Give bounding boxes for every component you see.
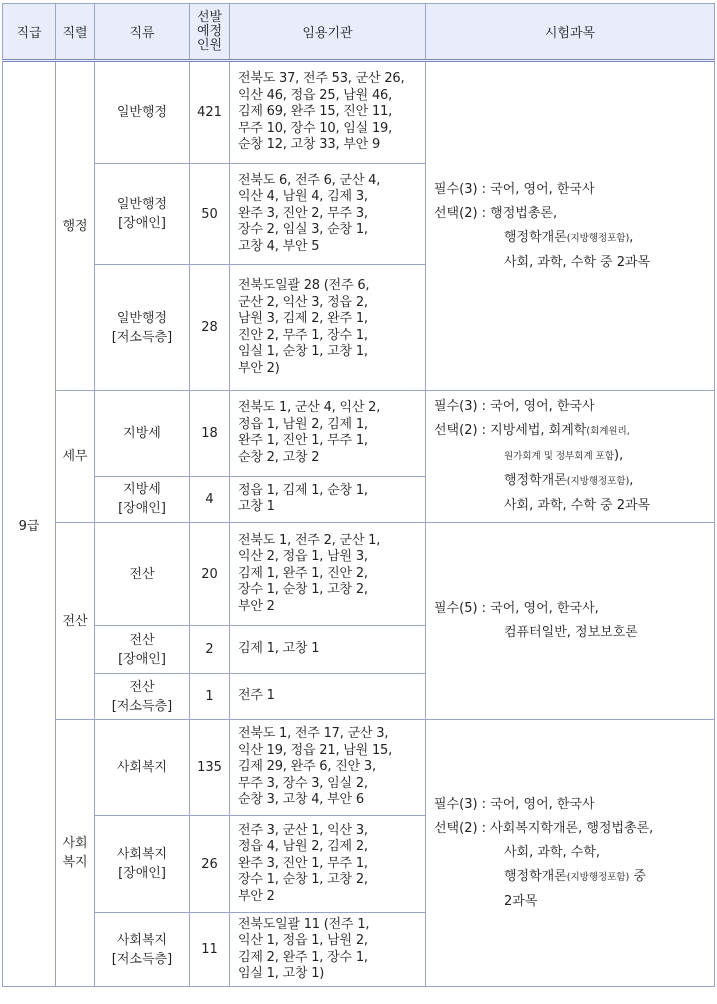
agency-line: 무주 3, 장수 3, 임실 2, bbox=[238, 775, 368, 791]
quota-count: 1 bbox=[190, 674, 230, 720]
agency-cell bbox=[230, 164, 426, 265]
quota-count: 11 bbox=[190, 913, 230, 987]
agency-line: 김제 29, 완주 6, 진안 3, bbox=[238, 759, 376, 775]
agency-line: 임실 1, 고창 1) bbox=[238, 966, 325, 981]
subject-line bbox=[434, 202, 710, 226]
category-cell bbox=[95, 391, 190, 477]
category-line: 전산 bbox=[129, 632, 155, 648]
quota-count: 4 bbox=[190, 476, 230, 522]
agency-line: 전북도 1, 군산 4, 익산 2, bbox=[238, 400, 381, 416]
series-cell bbox=[56, 61, 95, 391]
subjects-cell bbox=[426, 720, 715, 987]
agency-cell bbox=[230, 61, 426, 164]
agency-line: 고창 4, 부안 5 bbox=[238, 238, 320, 254]
category-cell bbox=[95, 720, 190, 816]
category-line: [저소득층] bbox=[111, 329, 173, 345]
agency-cell bbox=[230, 816, 426, 913]
quota-count: 135 bbox=[190, 720, 230, 816]
series-line: 세무 bbox=[62, 449, 88, 464]
agency-cell bbox=[230, 391, 426, 477]
agency-line: 김제 69, 완주 15, 진안 11, bbox=[238, 104, 393, 120]
subject-text: 필수(3) : 국어, 영어, 한국사 bbox=[434, 181, 595, 197]
agency-line: 전북도 37, 전주 53, 군산 26, bbox=[238, 71, 405, 87]
quota-count: 28 bbox=[190, 265, 230, 391]
subject-line bbox=[434, 841, 710, 865]
category-line: 전산 bbox=[129, 679, 155, 695]
table-body bbox=[3, 61, 715, 987]
quota-count: 18 bbox=[190, 391, 230, 477]
agency-line: 익산 4, 남원 4, 김제 3, bbox=[238, 189, 368, 205]
agency-line: 순창 2, 고창 2 bbox=[238, 449, 320, 465]
agency-cell bbox=[230, 476, 426, 522]
agency-line: 부안 2 bbox=[238, 888, 275, 904]
agency-line: 완주 3, 진안 1, 무주 1, bbox=[238, 855, 368, 871]
category-line: [장애인] bbox=[118, 651, 166, 667]
agency-line: 익산 1, 정읍 1, 남원 2, bbox=[238, 933, 368, 948]
series-line: 행정 bbox=[62, 218, 88, 234]
subject-line bbox=[434, 178, 710, 202]
subject-line bbox=[434, 865, 710, 890]
category-line: [장애인] bbox=[118, 501, 166, 517]
agency-line: 임실 1, 순창 1, 고창 1, bbox=[238, 344, 368, 359]
category-cell bbox=[95, 61, 190, 164]
recruitment-table bbox=[2, 3, 715, 987]
agency-line: 김제 1, 완주 1, 진안 2, bbox=[238, 565, 368, 581]
subject-line bbox=[434, 621, 710, 645]
subject-tail: 중 bbox=[629, 868, 646, 884]
category-line: 일반행정 bbox=[116, 197, 168, 212]
header-quota-line: 예정 bbox=[196, 23, 223, 39]
agency-line: 부안 2) bbox=[238, 360, 280, 376]
agency-line: 김제 2, 완주 1, 장수 1, bbox=[238, 949, 368, 965]
table-row bbox=[3, 61, 715, 164]
agency-line: 전주 1 bbox=[238, 688, 275, 704]
category-line: 전산 bbox=[129, 566, 155, 582]
agency-line: 정읍 1, 김제 1, 순창 1, bbox=[238, 482, 368, 498]
header-series: 직렬 bbox=[56, 4, 95, 61]
category-cell bbox=[95, 626, 190, 674]
agency-line: 완주 1, 진안 1, 무주 1, bbox=[238, 433, 368, 449]
agency-line: 전북도 1, 전주 2, 군산 1, bbox=[238, 532, 381, 548]
header-quota-line: 선발 bbox=[196, 9, 223, 25]
subject-tail: ), bbox=[614, 448, 624, 463]
agency-line: 전북도일괄 28 (전주 6, bbox=[238, 278, 370, 293]
subjects-cell bbox=[426, 391, 715, 523]
subject-line bbox=[434, 597, 710, 621]
category-cell bbox=[95, 523, 190, 626]
subject-text: 행정학개론 bbox=[504, 473, 567, 488]
series-cell bbox=[56, 391, 95, 523]
agency-cell bbox=[230, 674, 426, 720]
subject-note: (지방행정포함) bbox=[566, 476, 630, 487]
header-grade: 직급 bbox=[3, 4, 56, 61]
subject-text: 필수(3) : 국어, 영어, 한국사 bbox=[434, 399, 595, 414]
series-line: 복지 bbox=[62, 855, 88, 870]
agency-line: 장수 1, 순창 1, 고창 2, bbox=[238, 582, 368, 598]
agency-line: 장수 1, 순창 1, 고창 2, bbox=[238, 872, 368, 888]
category-line: 사회복지 bbox=[116, 847, 168, 862]
agency-cell bbox=[230, 523, 426, 626]
subject-line bbox=[434, 395, 710, 419]
category-line: [저소득층] bbox=[111, 698, 173, 714]
quota-count: 421 bbox=[190, 61, 230, 164]
agency-line: 정읍 4, 남원 2, 김제 2, bbox=[238, 839, 368, 855]
subject-line bbox=[434, 817, 710, 841]
category-line: 사회복지 bbox=[116, 760, 168, 775]
category-cell bbox=[95, 913, 190, 987]
agency-line: 전북도일괄 11 (전주 1, bbox=[238, 916, 370, 932]
series-line: 사회 bbox=[62, 836, 88, 851]
agency-cell bbox=[230, 720, 426, 816]
subject-line bbox=[434, 494, 710, 518]
agency-line: 순창 12, 고창 33, 부안 9 bbox=[238, 137, 381, 153]
subject-text: 행정학개론 bbox=[504, 229, 567, 245]
subject-text: 선택(2) : 사회복지학개론, 행정법총론, bbox=[434, 820, 654, 836]
category-line: [장애인] bbox=[118, 216, 166, 231]
category-cell bbox=[95, 164, 190, 265]
agency-line: 익산 46, 정읍 25, 남원 46, bbox=[238, 87, 393, 103]
quota-count: 50 bbox=[190, 164, 230, 265]
category-line: 일반행정 bbox=[116, 310, 168, 326]
quota-count: 26 bbox=[190, 816, 230, 913]
category-line: 지방세 bbox=[123, 482, 161, 498]
agency-line: 순창 3, 고창 4, 부안 6 bbox=[238, 792, 364, 808]
subject-note: 원가회계 및 정부회계 포함 bbox=[504, 451, 615, 462]
agency-line: 무주 10, 장수 10, 임실 19, bbox=[238, 120, 393, 136]
agency-line: 전북도 1, 전주 17, 군산 3, bbox=[238, 726, 389, 742]
agency-line: 완주 3, 진안 2, 무주 3, bbox=[238, 205, 368, 221]
subject-line bbox=[434, 793, 710, 817]
series-cell bbox=[56, 720, 95, 987]
subject-text: 사회, 과학, 수학 중 2과목 bbox=[504, 254, 651, 270]
subject-line bbox=[434, 444, 710, 469]
subjects-cell bbox=[426, 523, 715, 720]
agency-line: 전주 3, 군산 1, 익산 3, bbox=[238, 822, 368, 838]
category-line: [장애인] bbox=[118, 866, 166, 881]
agency-cell bbox=[230, 265, 426, 391]
quota-count: 2 bbox=[190, 626, 230, 674]
subject-text: 선택(2) : 행정법총론, bbox=[434, 205, 558, 221]
table-row bbox=[3, 391, 715, 477]
subject-tail: , bbox=[629, 473, 634, 488]
category-line: 지방세 bbox=[123, 425, 161, 441]
header-row bbox=[3, 4, 715, 61]
header-subjects: 시험과목 bbox=[426, 4, 715, 61]
agency-line: 김제 1, 고창 1 bbox=[238, 641, 320, 657]
subject-line bbox=[434, 890, 710, 914]
header-quota bbox=[190, 4, 230, 61]
table-row bbox=[3, 720, 715, 816]
agency-line: 진안 2, 무주 1, 장수 1, bbox=[238, 327, 368, 343]
category-cell bbox=[95, 265, 190, 391]
quota-count: 20 bbox=[190, 523, 230, 626]
series-cell bbox=[56, 523, 95, 720]
agency-line: 익산 2, 정읍 1, 남원 3, bbox=[238, 549, 368, 565]
header-agency: 임용기관 bbox=[230, 4, 426, 61]
category-cell bbox=[95, 816, 190, 913]
subject-tail: , bbox=[629, 229, 634, 245]
agency-cell bbox=[230, 626, 426, 674]
subjects-cell bbox=[426, 61, 715, 391]
subject-text: 행정학개론 bbox=[504, 868, 567, 884]
agency-line: 익산 19, 정읍 21, 남원 15, bbox=[238, 742, 393, 758]
subject-text: 2과목 bbox=[504, 893, 538, 909]
agency-line: 장수 2, 임실 3, 순창 1, bbox=[238, 222, 368, 238]
subject-text: 필수(3) : 국어, 영어, 한국사 bbox=[434, 796, 595, 812]
subject-text: 선택(2) : 지방세법, 회계학 bbox=[434, 423, 587, 438]
category-cell bbox=[95, 476, 190, 522]
category-line: [저소득층] bbox=[111, 951, 173, 967]
subject-line bbox=[434, 419, 710, 444]
subject-text: 사회, 과학, 수학 중 2과목 bbox=[504, 498, 651, 513]
agency-line: 정읍 1, 남원 2, 김제 1, bbox=[238, 416, 368, 432]
category-line: 사회복지 bbox=[116, 932, 168, 948]
grade-cell: 9급 bbox=[3, 61, 56, 987]
series-line: 전산 bbox=[62, 613, 88, 629]
agency-line: 부안 2 bbox=[238, 598, 275, 614]
category-line: 일반행정 bbox=[116, 105, 168, 120]
subject-note: (회계원리, bbox=[586, 426, 630, 437]
header-quota-line: 인원 bbox=[196, 37, 223, 53]
category-cell bbox=[95, 674, 190, 720]
agency-line: 군산 2, 익산 3, 정읍 2, bbox=[238, 294, 368, 310]
subject-text: 필수(5) : 국어, 영어, 한국사, bbox=[434, 601, 599, 616]
agency-line: 전북도 6, 전주 6, 군산 4, bbox=[238, 172, 381, 188]
subject-line bbox=[434, 251, 710, 275]
subject-note: (지방행정포함) bbox=[566, 871, 630, 883]
subject-line bbox=[434, 226, 710, 251]
table-row bbox=[3, 523, 715, 626]
subject-line bbox=[434, 469, 710, 494]
header-category: 직류 bbox=[95, 4, 190, 61]
subject-note: (지방행정포함) bbox=[566, 232, 630, 244]
agency-cell bbox=[230, 913, 426, 987]
subject-text: 컴퓨터일반, 정보보호론 bbox=[504, 625, 638, 640]
subject-text: 사회, 과학, 수학, bbox=[504, 844, 601, 860]
agency-line: 고창 1 bbox=[238, 499, 275, 515]
agency-line: 남원 3, 김제 2, 완주 1, bbox=[238, 311, 368, 326]
